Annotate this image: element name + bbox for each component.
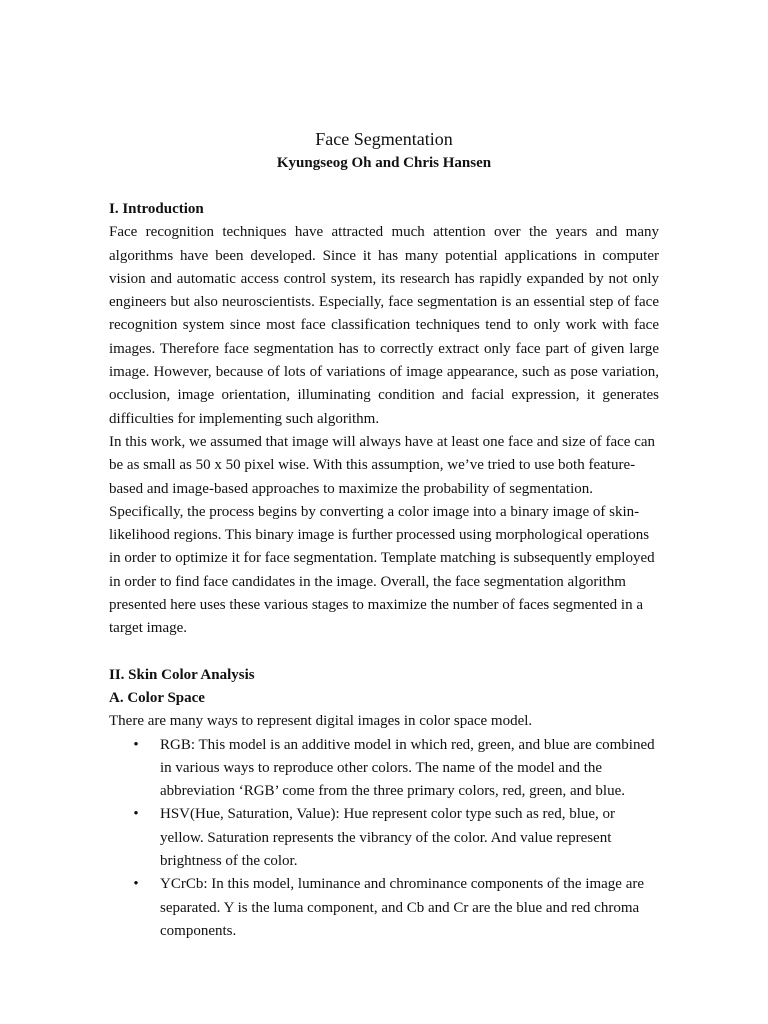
paper-title: Face Segmentation [315, 129, 453, 149]
section-heading-skin-color-analysis: II. Skin Color Analysis [109, 666, 255, 683]
bullet-icon: • [133, 876, 139, 893]
list-item-text: YCrCb: In this model, luminance and chrominance components of the image are separated. Y is the luma component, and Cb and Cr are the blue and red chroma components. [160, 876, 645, 939]
bullet-icon: • [133, 806, 139, 823]
list-item-rgb [109, 734, 659, 804]
paper-body [109, 198, 659, 943]
subsection-heading-color-space: A. Color Space [109, 689, 205, 706]
section-heading-introduction: I. Introduction [109, 201, 204, 217]
section-spacer [109, 641, 659, 664]
color-model-list [109, 734, 659, 944]
intro-paragraph-1: Face recognition techniques have attracted much attention over the years and many algorithms have been developed. Since it has many potential applications in computer vision and automatic access control system, its research has rapidly expanded by not only engineers but also neuroscientists. Especially, face segmentation is an essential step of face recognition system since most face classification techniques tend to only work with face images. Therefore face segmentation has to correctly extract only face part of given large image. However, because of lots of variations of image appearance, such as pose variation, occlusion, image orientation, illuminating condition and facial expression, it generates difficulties for implementing such algorithm. [109, 224, 659, 427]
list-item-hsv [109, 803, 659, 873]
paper-authors: Kyungseog Oh and Chris Hansen [276, 155, 492, 171]
list-item-ycrcb [109, 873, 659, 943]
list-item-text: HSV(Hue, Saturation, Value): Hue represent color type such as red, blue, or yellow. Saturation represents the vibrancy of the color. And value represent brightness of the color. [160, 806, 616, 870]
intro-paragraph-2: In this work, we assumed that image will always have at least one face and size of face can be as small as 50 x 50 pixel wise. With this assumption, we’ve tried to use both feature-based and image-based approaches to maximize the probability of segmentation. Specifically, the process begins by converting a color image into a binary image of skin-likelihood regions. This binary image is further processed using morphological operations in order to optimize it for face segmentation. Template matching is subsequently employed in order to find face candidates in the image. Overall, the face segmentation algorithm presented here uses these various stages to maximize the number of faces segmented in a target image. [109, 433, 656, 637]
color-space-lead: There are many ways to represent digital images in color space model. [109, 713, 533, 730]
bullet-icon: • [133, 736, 139, 753]
list-item-text: RGB: This model is an additive model in which red, green, and blue are combined in various ways to reproduce other colors. The name of the model and the abbreviation ‘RGB’ come from the three primary colors, red, green, and blue. [160, 736, 655, 800]
